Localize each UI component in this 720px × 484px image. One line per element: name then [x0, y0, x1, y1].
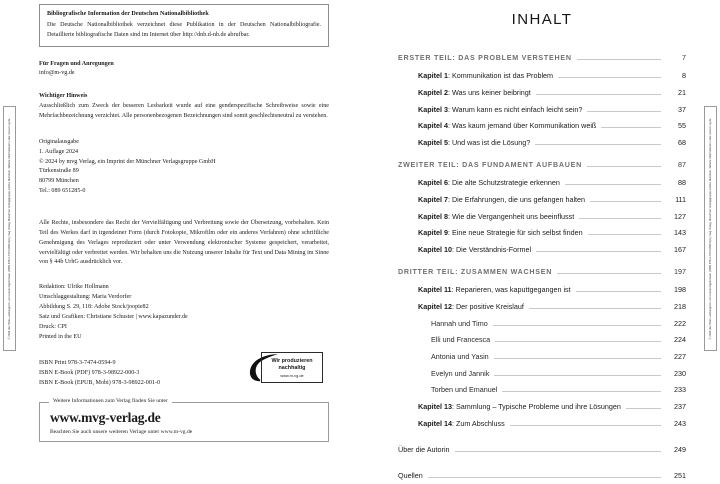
edition-line-3: © 2024 by mvg Verlag, ein Imprint der Münchner Verlagsgruppe GmbH: [39, 158, 216, 165]
toc-leader-line: [495, 341, 661, 342]
toc-leader-line: [502, 391, 661, 392]
edition-block: [39, 138, 329, 197]
toc-entry-page-number: 197: [674, 267, 686, 277]
toc-entry-chapter-number: Kapitel 12: [418, 301, 452, 311]
toc-leader-line: [455, 451, 661, 452]
toc-leader-line: [558, 77, 661, 78]
bibliographic-information-box: [39, 4, 329, 47]
toc-entry-page-number: 243: [674, 418, 686, 428]
toc-entry-page-number: 237: [674, 402, 686, 412]
page-title: INHALT: [511, 11, 573, 28]
toc-entry-label: DRITTER TEIL: ZUSAMMEN WACHSEN: [398, 268, 553, 277]
toc-entry-chapter-number: Kapitel 14: [418, 418, 452, 428]
toc-entry-label: Kapitel 12: Der positive Kreislauf: [418, 301, 524, 311]
right-copyright-strip: [704, 106, 717, 351]
toc-entry-label: Elli und Francesca: [431, 335, 491, 345]
toc-leader-line: [601, 127, 661, 128]
toc-entry-chapter[interactable]: [398, 225, 686, 242]
toc-entry-label: Antonia und Yasin: [431, 352, 489, 361]
toc-entry-page-number: 127: [674, 211, 686, 221]
toc-entry-label: Kapitel 10: Die Verständnis-Formel: [418, 244, 532, 254]
toc-entry-label: Evelyn und Jannik: [431, 368, 490, 378]
toc-entry-chapter[interactable]: [398, 241, 686, 258]
toc-leader-line: [535, 144, 661, 145]
contact-block: [39, 60, 329, 80]
contact-heading: Für Fragen und Anregungen: [39, 60, 114, 67]
edition-line-2: 1. Auflage 2024: [39, 148, 79, 155]
toc-leader-line: [494, 358, 661, 359]
website-box-legend: Weitere Informationen zum Verlag finden Sie unter: [49, 399, 172, 405]
toc-entry-extra[interactable]: [398, 432, 686, 458]
publisher-website-url[interactable]: www.mvg-verlag.de: [50, 410, 161, 426]
bibliographic-body: Die Deutsche Nationalbibliothek verzeichnet diese Publikation in der Deutschen Nationalbibliografie. Detaillierte bibliografische Daten sind im Internet über http://dnb.d-nb.de abrufbar.: [47, 21, 321, 38]
toc-entry-label: Quellen: [398, 470, 423, 480]
contact-email[interactable]: info@m-vg.de: [39, 70, 75, 77]
toc-entry-page-number: 249: [674, 444, 686, 454]
toc-leader-line: [510, 425, 661, 426]
toc-entry-chapter[interactable]: [398, 84, 686, 101]
table-of-contents-page: [360, 0, 720, 480]
toc-entry-chapter[interactable]: [398, 298, 686, 315]
toc-entry-chapter-number: Kapitel 9: [418, 228, 448, 238]
toc-leader-line: [588, 234, 661, 235]
toc-entry-page-number: 143: [674, 228, 686, 238]
toc-entry-chapter-number: Kapitel 5: [418, 137, 448, 147]
toc-container: [398, 0, 686, 484]
toc-entry-sub[interactable]: [398, 365, 686, 382]
edition-line-6: Tel.: 089 651285-0: [39, 188, 86, 195]
isbn-print: ISBN Print 978-3-7474-0594-9: [39, 360, 116, 367]
toc-entry-chapter-number: Kapitel 8: [418, 211, 448, 221]
credits-block: [39, 283, 329, 342]
toc-entry-label: Kapitel 6: Die alte Schutzstrategie erkennen: [418, 178, 560, 188]
toc-entry-sub[interactable]: [398, 382, 686, 399]
toc-leader-line: [587, 166, 661, 167]
imprint-content: [39, 0, 329, 442]
credits-line-2: Umschlaggestaltung: Maria Verdorfer: [39, 294, 132, 301]
toc-entry-chapter-number: Kapitel 2: [418, 87, 448, 97]
eco-line-3: www.m-vg.de: [280, 373, 304, 379]
toc-entry-chapter-number: Kapitel 13: [418, 402, 452, 412]
credits-line-4: Satz und Grafiken: Christiane Schuster | www.kapazunder.de: [39, 313, 188, 320]
toc-entry-chapter-number: Kapitel 3: [418, 104, 448, 114]
toc-leader-line: [576, 291, 661, 292]
toc-entry-page-number: 37: [678, 104, 686, 114]
toc-entry-chapter[interactable]: [398, 191, 686, 208]
eco-line-1: Wir produzieren: [271, 357, 313, 364]
toc-entry-chapter-number: Kapitel 7: [418, 194, 448, 204]
toc-entry-chapter-number: Kapitel 6: [418, 178, 448, 188]
toc-entry-label: Kapitel 13: Sammlung – Typische Probleme und ihre Lösungen: [418, 402, 621, 412]
notice-body: Ausschließlich zum Zweck der besseren Lesbarkeit wurde auf eine genderspezifische Schreibweise sowie eine Mehrfachbezeichnung verzichtet. Alle personenbezogenen Bezeichnungen sind somit geschlechtsneutral zu verstehen.: [39, 103, 329, 120]
eco-seal-box: [261, 352, 323, 383]
edition-line-4: Türkenstraße 89: [39, 168, 79, 175]
eco-seal: [238, 352, 323, 385]
toc-entry-chapter[interactable]: [398, 68, 686, 85]
toc-entry-page-number: 21: [678, 87, 686, 97]
credits-line-1: Redaktion: Ulrike Hollmann: [39, 284, 109, 291]
toc-leader-line: [579, 218, 661, 219]
toc-entry-page-number: 224: [674, 335, 686, 345]
edition-line-5: 80799 München: [39, 178, 79, 185]
toc-entry-page-number: 222: [674, 318, 686, 328]
toc-entry-part[interactable]: [398, 151, 686, 175]
rights-text: Alle Rechte, insbesondere das Recht der Vervielfältigung und Verbreitung sowie der Übersetzung, vorbehalten. Kein Teil des Werkes darf in irgendeiner Form (durch Fotokopie, Mikrofilm oder ein anderes Verfahren) ohne schriftliche Genehmigung des Verlages reproduziert oder unter Verwendung elektronischer Systeme gespeichert, verarbeitet, vervielfältigt oder verbreitet werden. Wir behalten uns die Nutzung unserer Inhalte für Text und Data Mining im Sinne von § 44b UrhG ausdrücklich vor.: [39, 220, 329, 266]
toc-entry-page-number: 7: [682, 53, 686, 62]
toc-leader-line: [536, 94, 661, 95]
publisher-website-box: [39, 398, 329, 442]
toc-entry-page-number: 198: [674, 285, 686, 295]
credits-line-6: Printed in the EU: [39, 333, 82, 340]
toc-entry-page-number: 88: [678, 178, 686, 188]
toc-entry-extra[interactable]: [398, 458, 686, 484]
toc-entry-label: Kapitel 11: Reparieren, was kaputtgegangen ist: [418, 285, 571, 295]
toc-entry-label: Kapitel 3: Warum kann es nicht einfach leicht sein?: [418, 104, 583, 114]
notice-heading: Wichtiger Hinweis: [39, 93, 88, 100]
toc-entry-chapter-number: Kapitel 11: [418, 285, 452, 295]
toc-entry-page-number: 111: [675, 194, 686, 204]
left-copyright-strip: [3, 106, 16, 351]
toc-entry-chapter[interactable]: [398, 415, 686, 432]
left-copyright-text: © 2024 des Titels »Gefangen?« von Anouk Algermissen (ISBN 978-3-7474-0594-9) by mvg Verlag, Münchner Verlagsgruppe GmbH, München. Nähere Informationen unter www.m-vg.de: [7, 118, 11, 339]
toc-entry-chapter[interactable]: [398, 398, 686, 415]
imprint-page: [0, 0, 360, 463]
toc-entry-page-number: 68: [678, 137, 686, 147]
credits-line-5: Druck: CPI: [39, 323, 67, 330]
toc-entry-chapter[interactable]: [398, 134, 686, 151]
toc-entry-chapter-number: Kapitel 4: [418, 121, 448, 131]
toc-entry-page-number: 8: [682, 71, 686, 81]
edition-line-1: Originalausgabe: [39, 138, 79, 145]
toc-entry-label: Kapitel 8: Wie die Vergangenheit uns beeinflusst: [418, 211, 575, 221]
right-copyright-text: © 2024 des Titels »Gefangen?« von Anouk Algermissen (ISBN 978-3-7474-0594-9) by mvg Verlag, Münchner Verlagsgruppe GmbH, München. Nähere Informationen unter www.m-vg.de: [708, 118, 712, 339]
toc-entry-page-number: 230: [674, 368, 686, 378]
isbn-pdf: ISBN E-Book (PDF) 978-3-98922-000-3: [39, 370, 140, 377]
toc-list: [398, 54, 686, 484]
website-box-subtext: Beachten Sie auch unsere weiteren Verlage unter www.m-vg.de: [50, 429, 193, 436]
eco-line-2: nachhaltig: [278, 364, 306, 371]
toc-entry-page-number: 87: [678, 160, 686, 170]
toc-entry-chapter[interactable]: [398, 282, 686, 299]
toc-entry-label: Kapitel 1: Kommunikation ist das Problem: [418, 71, 554, 81]
toc-entry-label: Kapitel 2: Was uns keiner beibringt: [418, 87, 531, 97]
toc-entry-label: Kapitel 14: Zum Abschluss: [418, 418, 505, 428]
toc-entry-page-number: 251: [674, 470, 686, 480]
toc-entry-page-number: 227: [674, 352, 686, 361]
toc-entry-sub[interactable]: [398, 332, 686, 349]
toc-leader-line: [428, 477, 661, 478]
toc-entry-chapter[interactable]: [398, 175, 686, 192]
isbn-lines: [39, 358, 160, 389]
toc-leader-line: [529, 308, 661, 309]
credits-line-3: Abbildung S. 29, 118: Adobe Stock/joopie82: [39, 304, 149, 311]
toc-entry-label: Kapitel 5: Und was ist die Lösung?: [418, 137, 531, 147]
toc-entry-chapter[interactable]: [398, 118, 686, 135]
toc-entry-label: ZWEITER TEIL: DAS FUNDAMENT AUFBAUEN: [398, 161, 582, 170]
toc-leader-line: [494, 375, 661, 376]
toc-leader-line: [577, 59, 661, 60]
toc-leader-line: [626, 408, 661, 409]
toc-entry-label: ERSTER TEIL: DAS PROBLEM VERSTEHEN: [398, 54, 572, 62]
isbn-block: [39, 358, 329, 389]
toc-entry-label: Kapitel 7: Die Erfahrungen, die uns gefangen halten: [418, 194, 586, 204]
toc-entry-page-number: 167: [674, 244, 686, 254]
toc-entry-sub[interactable]: [398, 315, 686, 332]
rights-block: [39, 219, 329, 268]
toc-entry-chapter[interactable]: [398, 101, 686, 118]
toc-leader-line: [493, 325, 661, 326]
toc-entry-label: Kapitel 4: Was kaum jemand über Kommunikation weiß: [418, 121, 597, 131]
toc-entry-label: Torben und Emanuel: [431, 385, 498, 395]
toc-leader-line: [536, 251, 661, 252]
toc-entry-chapter[interactable]: [398, 208, 686, 225]
toc-entry-page-number: 55: [678, 121, 686, 131]
toc-entry-label: Kapitel 9: Eine neue Strategie für sich selbst finden: [418, 228, 583, 238]
toc-leader-line: [590, 201, 661, 202]
toc-entry-page-number: 218: [674, 301, 686, 311]
toc-leader-line: [587, 111, 661, 112]
toc-entry-sub[interactable]: [398, 348, 686, 365]
bibliographic-title: Bibliografische Information der Deutschen Nationalbibliothek: [47, 11, 209, 17]
toc-leader-line: [557, 273, 661, 274]
toc-entry-chapter-number: Kapitel 10: [418, 244, 452, 254]
isbn-epub: ISBN E-Book (EPUB, Mobi) 978-3-98922-001-0: [39, 380, 161, 387]
notice-block: [39, 92, 329, 122]
toc-entry-part[interactable]: [398, 258, 686, 282]
toc-entry-label: Hannah und Timo: [431, 318, 488, 328]
toc-entry-page-number: 233: [674, 385, 686, 395]
toc-leader-line: [565, 184, 661, 185]
toc-entry-chapter-number: Kapitel 1: [418, 71, 448, 81]
toc-entry-label: Über die Autorin: [398, 444, 450, 454]
toc-entry-part[interactable]: [398, 54, 686, 68]
